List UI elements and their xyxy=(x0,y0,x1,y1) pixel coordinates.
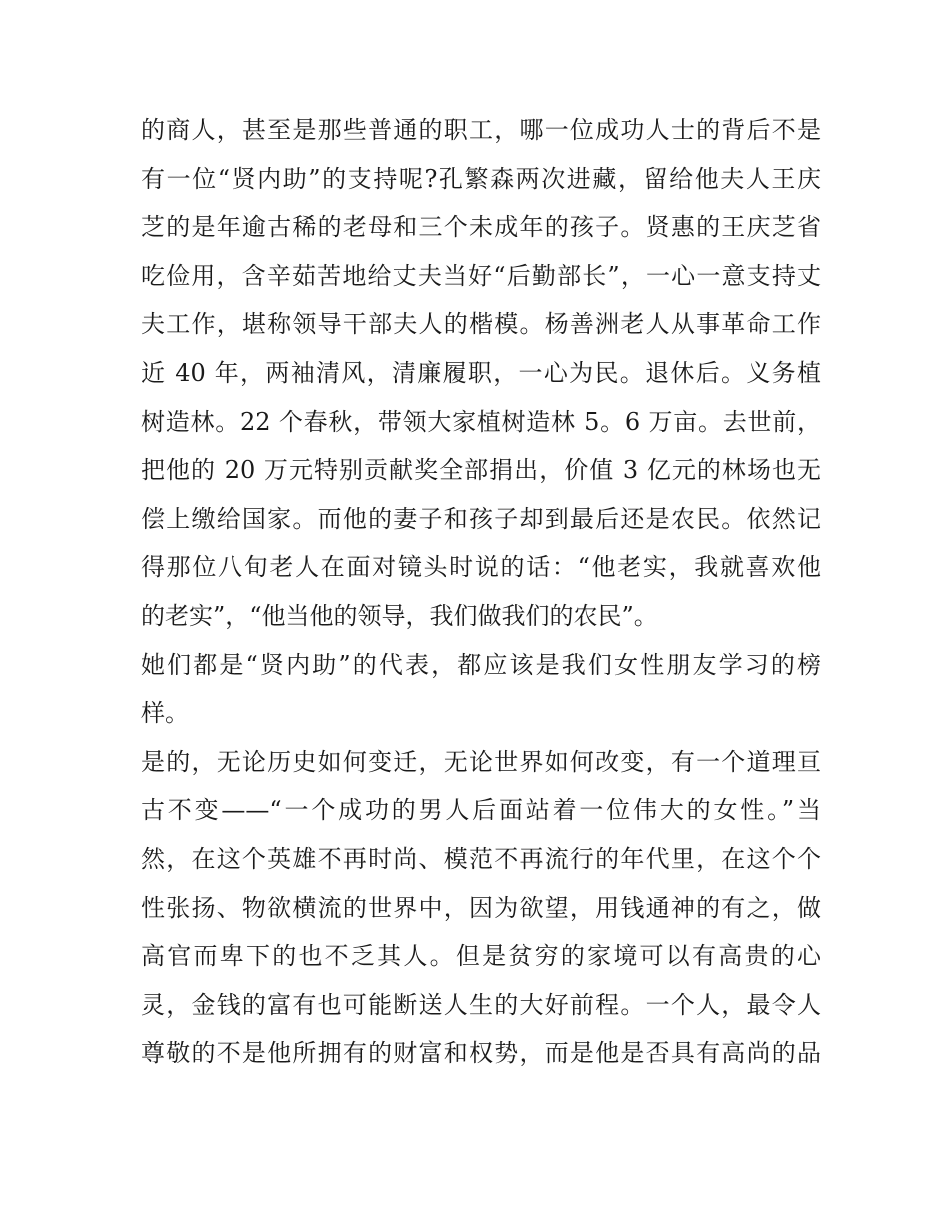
text-line: 古不变——“一个成功的男人后面站着一位伟大的女性。”当 xyxy=(141,796,821,825)
text-line: 性张扬、物欲横流的世界中，因为欲望，用钱通神的有之，做 xyxy=(141,893,821,922)
text-line: 的老实”，“他当他的领导，我们做我们的农民”。 xyxy=(141,601,658,630)
text-line: 近 40 年，两袖清风，清廉履职，一心为民。退休后。义务植 xyxy=(141,358,821,387)
text-line: 的商人，甚至是那些普通的职工，哪一位成功人士的背后不是 xyxy=(141,116,821,144)
text-line: 灵，金钱的富有也可能断送人生的大好前程。一个人，最令人 xyxy=(141,990,821,1019)
text-line: 偿上缴给国家。而他的妻子和孩子却到最后还是农民。依然记 xyxy=(141,504,821,533)
text-line: 是的，无论历史如何变迁，无论世界如何改变，有一个道理亘 xyxy=(141,747,821,776)
text-line: 她们都是“贤内助”的代表，都应该是我们女性朋友学习的榜 xyxy=(141,650,821,679)
text-line: 树造林。22 个春秋，带领大家植树造林 5。6 万亩。去世前， xyxy=(141,407,821,436)
text-line: 高官而卑下的也不乏其人。但是贫穷的家境可以有高贵的心 xyxy=(141,942,821,971)
text-line: 有一位“贤内助”的支持呢?孔繁森两次进藏，留给他夫人王庆 xyxy=(141,164,821,193)
text-line: 然，在这个英雄不再时尚、模范不再流行的年代里，在这个个 xyxy=(141,844,821,873)
text-line: 得那位八旬老人在面对镜头时说的话：“他老实，我就喜欢他 xyxy=(141,553,821,582)
text-line: 把他的 20 万元特别贡献奖全部捐出，价值 3 亿元的林场也无 xyxy=(141,456,821,485)
text-line: 样。 xyxy=(141,699,189,728)
text-line: 尊敬的不是他所拥有的财富和权势，而是他是否具有高尚的品 xyxy=(141,1039,821,1068)
body-text xyxy=(141,106,821,1078)
text-line: 夫工作，堪称领导干部夫人的楷模。杨善洲老人从事革命工作 xyxy=(141,310,821,339)
text-line: 芝的是年逾古稀的老母和三个未成年的孩子。贤惠的王庆芝省 xyxy=(141,213,821,242)
text-line: 吃俭用，含辛茹苦地给丈夫当好“后勤部长”，一心一意支持丈 xyxy=(141,261,821,290)
